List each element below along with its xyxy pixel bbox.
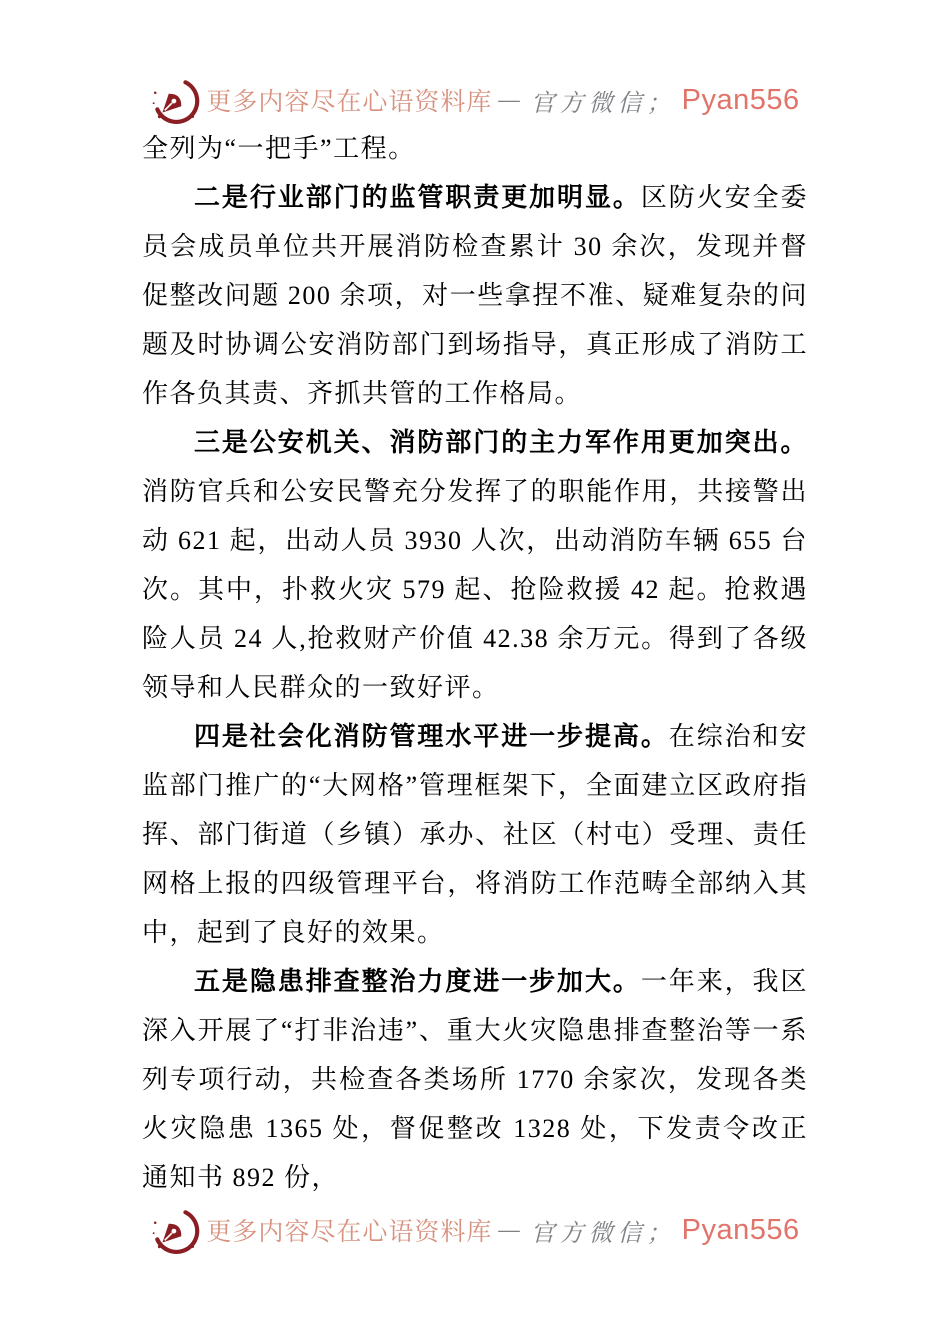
paragraph-lead: 二是行业部门的监管职责更加明显。	[194, 182, 641, 212]
watermark-text: 更多内容尽在心语资料库	[206, 89, 493, 116]
paragraph	[142, 957, 808, 1202]
paragraph-text: 全列为“一把手”工程。	[142, 134, 416, 163]
paragraph	[142, 124, 808, 173]
watermark-text: 更多内容尽在心语资料库	[206, 1219, 493, 1246]
paragraph-lead: 四是社会化消防管理水平进一步提高。	[194, 721, 669, 751]
watermark-label: 官方微信；	[530, 1220, 676, 1247]
paragraph-lead: 五是隐患排查整治力度进一步加大。	[194, 966, 641, 996]
watermark-dash: —	[498, 86, 525, 113]
paragraph	[142, 418, 808, 712]
watermark-dash: —	[498, 1216, 525, 1243]
paragraph-text: 消防官兵和公安民警充分发挥了的职能作用，共接警出动 621 起，出动人员 3930 人次，出动消防车辆 655 台次。其中，扑救火灾 579 起、抢险救援 42 起。抢救遇险人员 24 人,抢救财产价值 42.38 余万元。得到了各级领导和人民群众的一致好评。	[142, 477, 808, 702]
watermark-label: 官方微信；	[530, 90, 676, 117]
footer-watermark	[0, 1200, 950, 1260]
paragraph-lead: 三是公安机关、消防部门的主力军作用更加突出。	[194, 427, 808, 457]
paragraph-text: 区防火安全委员会成员单位共开展消防检查累计 30 余次，发现并督促整改问题 200 余项，对一些拿捏不准、疑难复杂的问题及时协调公安消防部门到场指导，真正形成了消防工作各负其责、齐抓共管的工作格局。	[142, 183, 808, 408]
paragraph	[142, 712, 808, 957]
doc-body	[142, 124, 808, 1202]
watermark-account: Pyan556	[681, 83, 800, 116]
header-watermark	[0, 70, 950, 130]
watermark-account: Pyan556	[681, 1213, 800, 1246]
pen-swirl-logo-icon	[150, 75, 200, 125]
paragraph	[142, 173, 808, 418]
paragraph-text: 在综治和安监部门推广的“大网格”管理框架下，全面建立区政府指挥、部门街道（乡镇）承办、社区（村屯）受理、责任网格上报的四级管理平台，将消防工作范畴全部纳入其中，起到了良好的效果。	[142, 722, 808, 947]
paragraph-text: 一年来，我区深入开展了“打非治违”、重大火灾隐患排查整治等一系列专项行动，共检查各类场所 1770 余家次，发现各类火灾隐患 1365 处，督促整改 1328 处，下发责令改正通知书 892 份，	[142, 967, 808, 1192]
pen-swirl-logo-icon	[150, 1205, 200, 1255]
